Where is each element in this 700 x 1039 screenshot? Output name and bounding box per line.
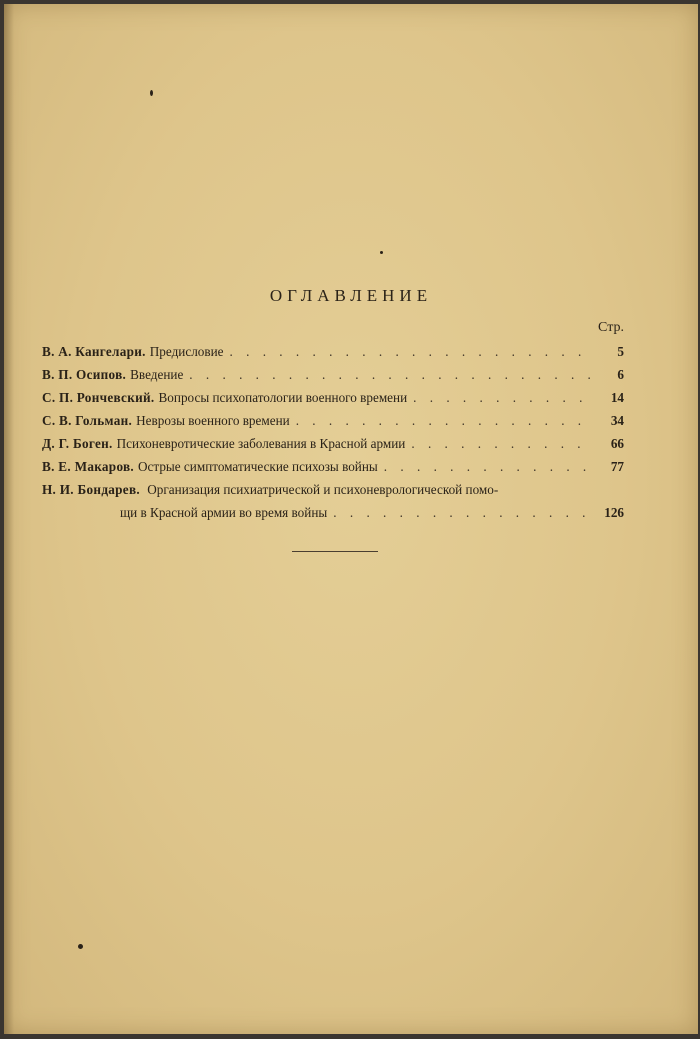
toc-entry-author: Д. Г. Боген. [42, 436, 113, 451]
toc-entry-page: 66 [610, 436, 624, 451]
dot-leader [384, 455, 590, 478]
book-page [4, 4, 698, 1034]
toc-entry-page: 34 [610, 413, 624, 428]
page-spine-shadow [4, 4, 14, 1034]
toc-entry-page: 77 [610, 459, 624, 474]
toc-entry[interactable] [42, 363, 624, 386]
toc-entry[interactable] [42, 455, 624, 478]
dot-leader [411, 432, 590, 455]
ink-speck [380, 251, 383, 254]
toc-entry-page: 5 [617, 344, 624, 359]
toc-entry-title-continued: щи в Красной армии во время войны [120, 505, 328, 520]
toc-entry-page: 126 [604, 505, 624, 520]
toc-entry[interactable] [42, 478, 624, 501]
toc-entry-page: 6 [617, 367, 624, 382]
dot-leader [413, 386, 590, 409]
toc-entry-title: Предисловие [149, 344, 224, 359]
toc-entry-author: В. А. Кангелари. [42, 344, 146, 359]
table-of-contents [42, 340, 624, 524]
toc-entry-title: Вопросы психопатологии военного времени [158, 390, 408, 405]
ink-speck [78, 944, 83, 949]
toc-entry[interactable] [42, 340, 624, 363]
toc-entry-title: Неврозы военного времени [136, 413, 290, 428]
toc-entry-author: В. П. Осипов. [42, 367, 127, 382]
toc-entry[interactable] [42, 432, 624, 455]
toc-entry-title: Острые симптоматические психозы войны [138, 459, 378, 474]
ink-speck [150, 90, 153, 96]
closing-rule [292, 551, 378, 552]
dot-leader [333, 501, 590, 524]
dot-leader [296, 409, 590, 432]
toc-entry-page: 14 [610, 390, 624, 405]
toc-entry-title: Организация психиатрической и психоневрологической помо- [147, 482, 499, 497]
dot-leader [230, 340, 590, 363]
toc-entry-author: В. Е. Макаров. [42, 459, 135, 474]
toc-entry[interactable] [42, 386, 624, 409]
toc-entry-continuation[interactable] [42, 501, 624, 524]
toc-entry[interactable] [42, 409, 624, 432]
toc-entry-author: С. П. Рончевский. [42, 390, 155, 405]
toc-entry-title: Введение [130, 367, 184, 382]
toc-heading: ОГЛАВЛЕНИЕ [269, 286, 433, 305]
toc-entry-title: Психоневротические заболевания в Красной армии [116, 436, 406, 451]
toc-entry-author: С. В. Гольман. [42, 413, 133, 428]
toc-entry-author: Н. И. Бондарев. [42, 482, 140, 497]
page-column-label: Стр. [598, 320, 624, 335]
dot-leader [189, 363, 590, 386]
